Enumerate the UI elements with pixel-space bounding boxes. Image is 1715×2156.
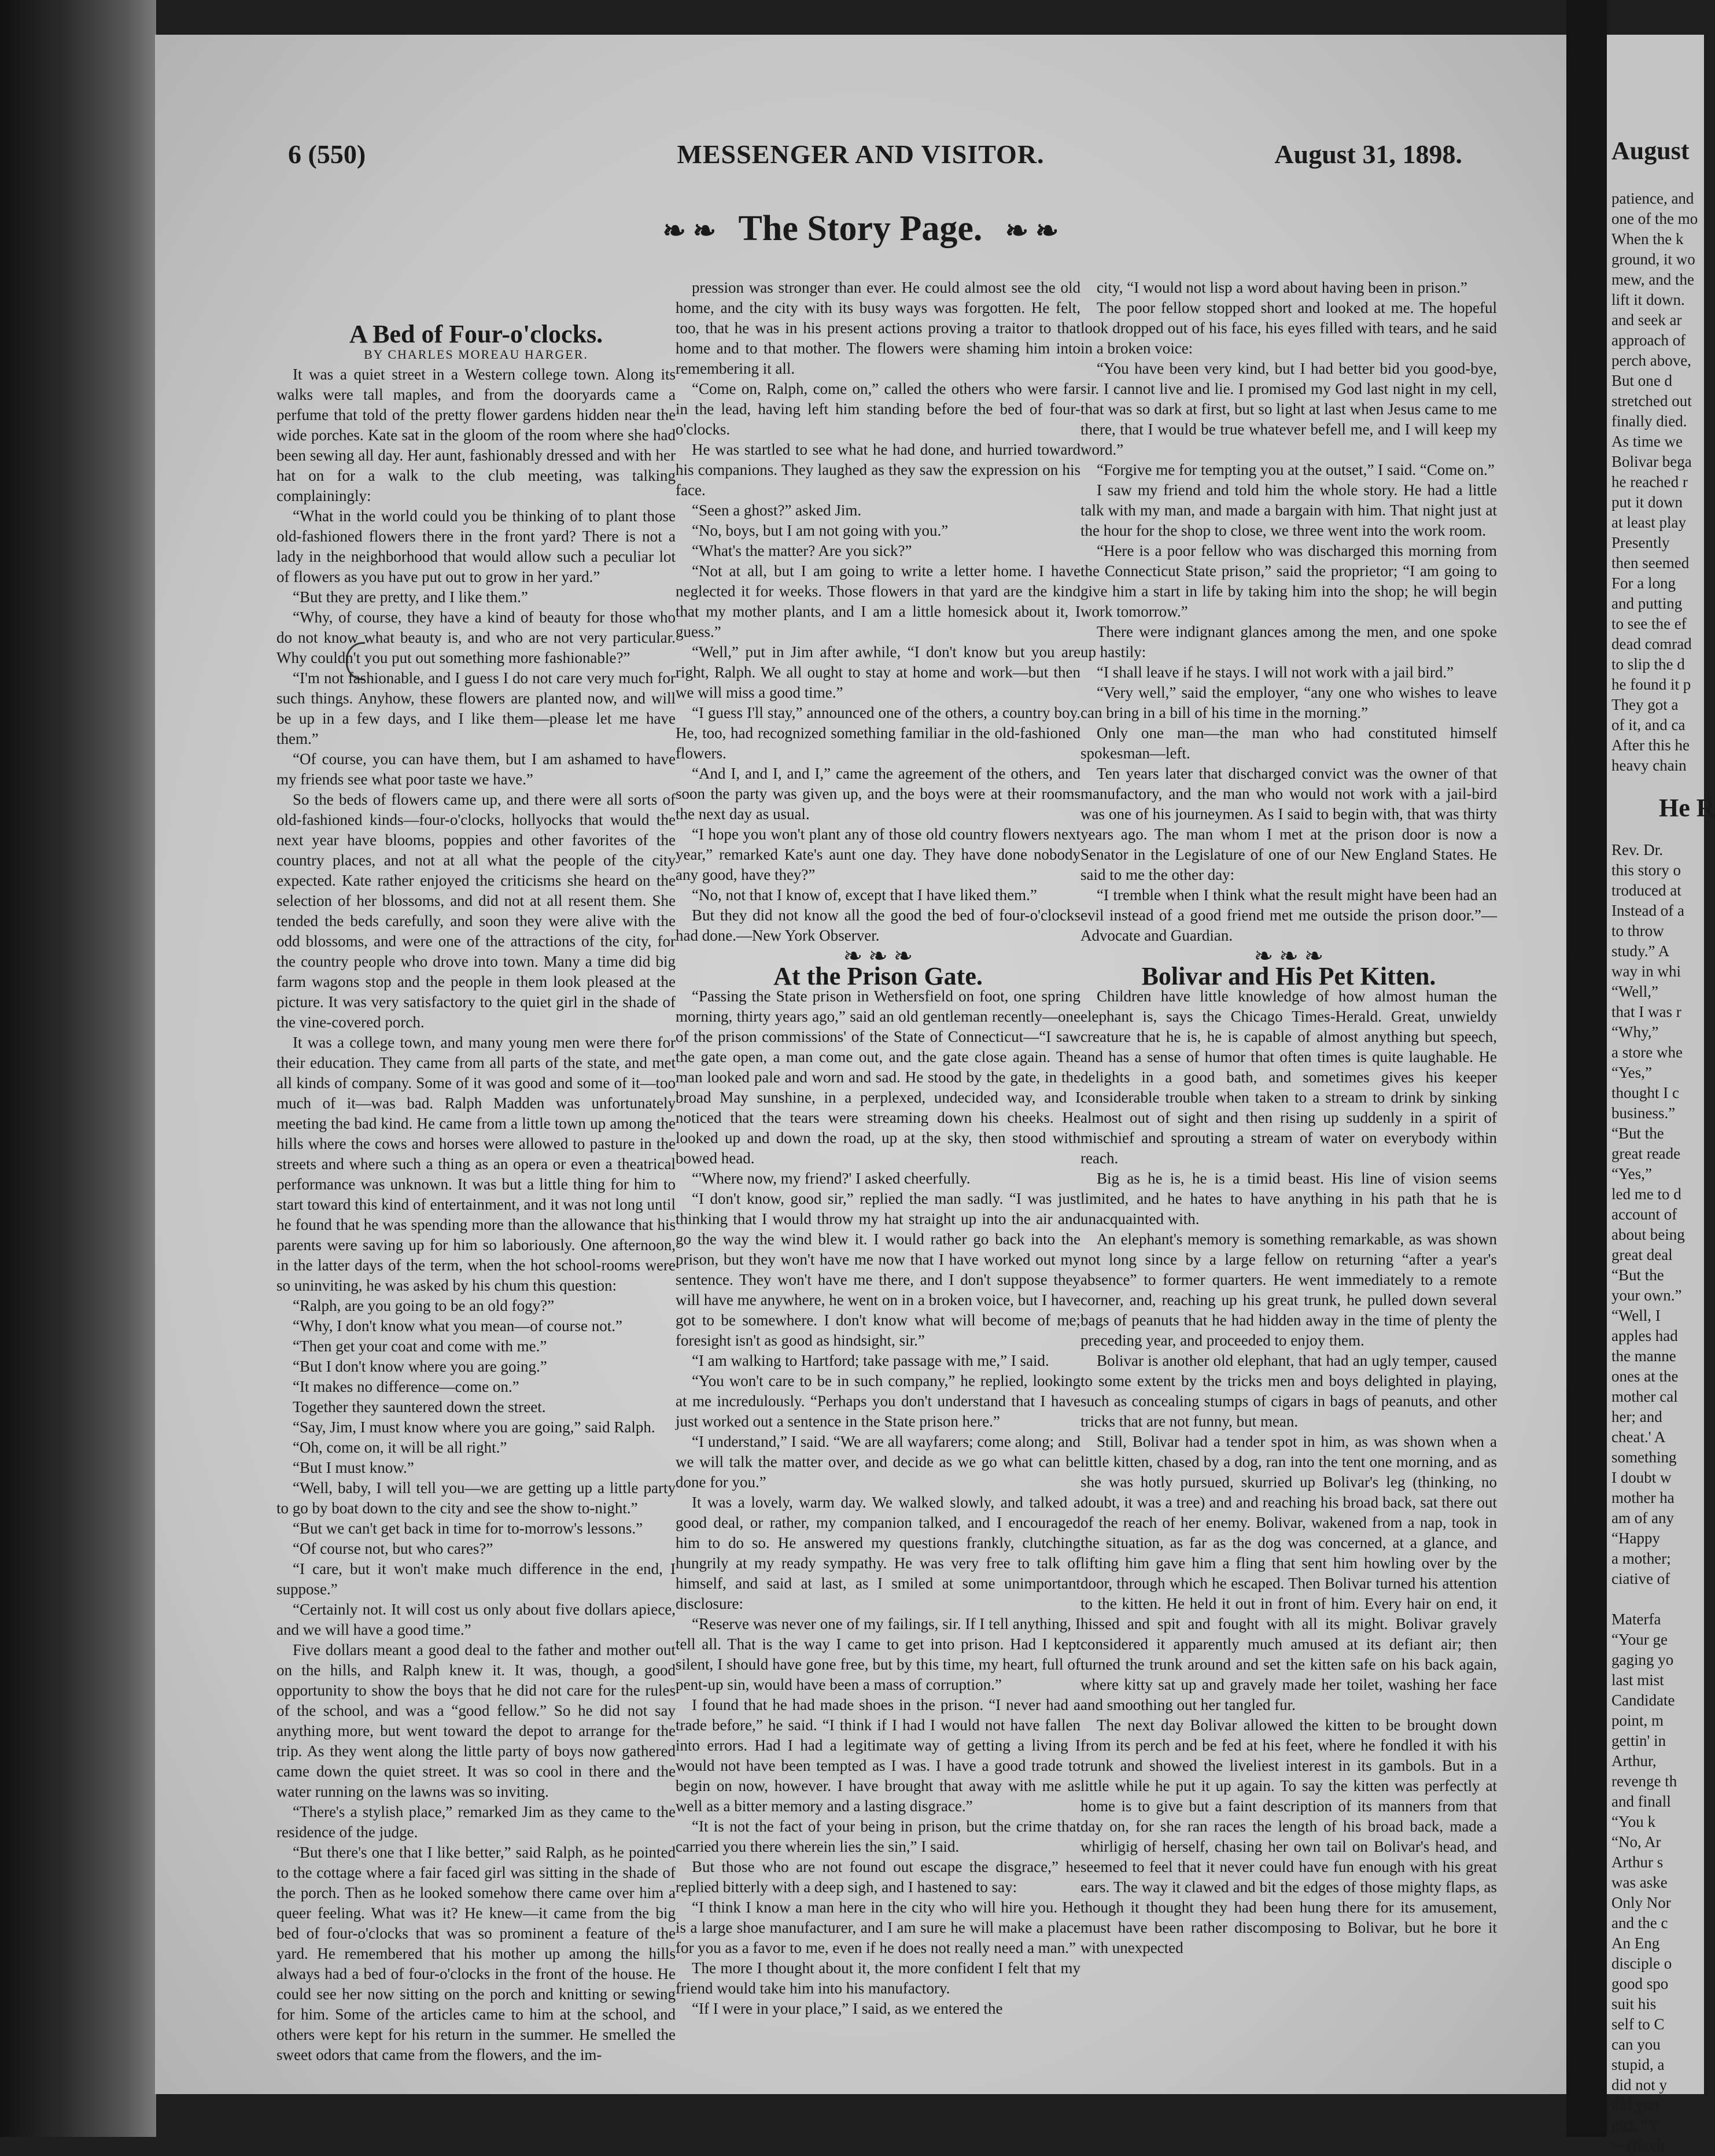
text-line: “No, Ar [1611,1833,1661,1851]
text-line: Arthur, [1611,1752,1657,1770]
text-line: apples had [1611,1327,1678,1344]
paragraph: “I hope you won't plant any of those old country flowers next year,” remarked Kate's aunt one day. They have done nobody any good, have they?” [676,825,1080,883]
paragraph: “Why, of course, they have a kind of beauty for those who do not know what beauty is, and who are not very particular. Why couldn't you put out something more fashionable?” [276,609,676,666]
ornament-divider-icon: ❧ ❧ ❧ [843,943,913,969]
text-line: “Yes,” [1611,1165,1653,1182]
paragraph: “And I, and I, and I,” came the agreement of the others, and soon the party was given up, and the boys were at their rooms the next day as usual. [676,765,1080,823]
text-line: and finall [1611,1793,1671,1810]
text-line: “Your ge [1611,1631,1668,1648]
text-line: heavy chain [1611,757,1687,774]
paragraph: “'Where now, my friend?' I asked cheerfully. [692,1170,971,1187]
article-title: Bolivar and His Pet Kitten. [1141,962,1436,990]
text-line: Arthur s [1611,1853,1664,1871]
text-line: great deal [1611,1246,1673,1263]
text-line: am of any [1611,1509,1674,1527]
column-1 [276,320,676,2065]
text-line: “You k [1611,1813,1656,1830]
text-line: troduced at [1611,882,1681,899]
paragraph: Together they sauntered down the street. [293,1398,546,1416]
text-line: stretched out [1611,392,1692,410]
text-line: They got a [1611,696,1679,713]
text-line: ground, it wo [1611,250,1695,268]
article-body [1080,986,1497,1958]
text-line: An Eng [1611,1934,1660,1952]
paragraph: city, “I would not lisp a word about having been in prison.” [1097,279,1467,296]
paragraph: “I care, but it won't make much difference in the end, I suppose.” [276,1560,676,1598]
paragraph: “Well,” put in Jim after awhile, “I don't know but you are right, Ralph. We all ought to stay at home and work—but then we will miss a good time.” [676,643,1080,701]
text-line: then seemed [1611,554,1690,572]
paragraph: “I tremble when I think what the result might have been had an evil instead of a good friend met me outside the prison door.”—Advocate and Guardian. [1080,886,1497,944]
text-line: mew, and the [1611,271,1694,288]
paragraph: Only one man—the man who had constituted himself spokesman—left. [1080,724,1497,762]
paragraph: “But there's one that I like better,” said Ralph, as he pointed to the cottage where a fair faced girl was sitting in the shade of the porch. Then as he looked somehow there came over him a queer feeling. What was it? He knew—it came from the big bed of four-o'clocks that was so prominent a feature of the yard. He remembered that his mother up among the hills always had a bed of four-o'clocks in the front of the house. He could see her now sitting on the porch and knitting or sewing for him. Some of the articles came to him at the school, and others were kept for his return in the summer. He smelled the sweet odors that came from the flowers, and the im- [276,1844,676,2063]
paragraph: “Passing the State prison in Wethersfield on foot, one spring morning, thirty years ago,” said an old gentleman recently—one of the prison commissions' of the State of Connecticut—“I saw the gate open, a man come out, and the gate close again. The man looked pale and worn and sad. He stood by the gate, in the broad May sunshine, in a perplexed, undecided way, and I noticed that the tears were streaming down his cheeks. He looked up and down the road, up at the sky, then stood with bowed head. [676,987,1080,1167]
text-line: study.” A [1611,942,1670,960]
text-line: he found it p [1611,676,1691,693]
paragraph: It was a quiet street in a Western college town. Along its walks were tall maples, and from the dooryards came a perfume that told of the pretty flower gardens hidden near the wide porches. Kate sat in the gloom of the room where she had been sewing all day. Her aunt, fashionably dressed and with her hat on for a walk to the club meeting, was talking complainingly: [276,366,676,504]
text-line: “Yes,” [1611,1064,1653,1081]
paragraph: “Why, I don't know what you mean—of course not.” [293,1317,622,1335]
text-line: ciative of [1611,1570,1670,1587]
section-title [155,208,1566,249]
text-line: self to C [1611,2015,1665,2033]
paragraph: “Not at all, but I am going to write a letter home. I have neglected it for weeks. Those flowers in that yard are the kind that my mother plants, and I am a little homesick about it, I guess.” [676,562,1080,640]
text-line: “Well, I [1611,1307,1661,1324]
left-ornament-icon: ❧ ❧ [662,216,717,246]
text-line: For a long [1611,574,1676,592]
text-line: he reached r [1611,473,1688,491]
paragraph: “Of course not, but who cares?” [293,1540,493,1557]
paragraph: “Forgive me for tempting you at the outset,” I said. “Come on.” [1097,461,1495,478]
text-line [1607,1589,1704,1609]
facing-page-header: August [1611,137,1690,165]
right-ornament-icon: ❧ ❧ [1005,216,1059,246]
text-line: can you [1611,2036,1661,2053]
text-line: gettin' in [1611,1732,1666,1749]
column-2 [676,278,1080,2019]
paragraph: “Ralph, are you going to be an old fogy?” [293,1297,555,1314]
text-line: “Happy [1611,1530,1660,1547]
text-line: mother cal [1611,1388,1678,1405]
facing-page-text [1607,189,1704,776]
text-line: put it down [1611,493,1683,511]
section-title-text: The Story Page. [738,209,983,248]
article-title: At the Prison Gate. [773,962,983,990]
text-line: ones at the [1611,1368,1679,1385]
paragraph: “I think I know a man here in the city who will hire you. He is a large shoe manufacturer, and I am sure he will make a place for you as a favor to me, even if he does not really need a man.” [676,1899,1080,1956]
text-line: was aske [1611,1874,1668,1891]
text-line: a store whe [1611,1044,1683,1061]
paragraph: “I'm not fashionable, and I guess I do not care very much for such things. Anyhow, these flowers are planted now, and will be up in a few days, and I like them—please let me have them.” [276,669,676,747]
paragraph: Children have little knowledge of how almost human the elephant is, says the Chicago Times-Herald. Great, unwieldy creature that he is, he is capable of almost anything but speech, and has a sense of humor that often times is quite laughable. He delights in a good bath, and sometimes gives his keeper considerable trouble when taken to a stream to drink by sinking almost out of sight and then rising up suddenly in a spirit of mischief and sprouting a stream of water on everybody within reach. [1080,987,1497,1167]
issue-date: August 31, 1898. [1274,139,1462,169]
text-line: great reade [1611,1145,1681,1162]
paragraph: There were indignant glances among the men, and one spoke up hastily: [1080,623,1497,661]
text-line: Presently [1611,534,1670,551]
paragraph: “Seen a ghost?” asked Jim. [692,502,862,519]
paragraph: “What's the matter? Are you sick?” [692,542,912,559]
book-binding [0,0,156,2137]
paragraph: “It is not the fact of your being in prison, but the crime that carried you there wherein lies the sin,” I said. [676,1818,1080,1855]
text-line: way in whi [1611,963,1681,980]
paragraph: The more I thought about it, the more confident I felt that my friend would take him into his manufactory. [676,1959,1080,1997]
text-line: I doubt w [1611,1469,1672,1486]
text-line: “But the [1611,1266,1664,1284]
text-line: good spo [1611,1975,1669,1992]
article-body [276,364,676,2065]
text-line: and putting [1611,595,1683,612]
newspaper-page [155,35,1566,2094]
paragraph: Ten years later that discharged convict was the owner of that manufactory, and the man who would not work with a jail-bird was one of his journeymen. As I said to begin with, that was thirty years ago. The man whom I met at the prison door is now a Senator in the Legislature of one of our New England States. He said to me the other day: [1080,765,1497,883]
paragraph: “If I were in your place,” I said, as we entered the [692,2000,1003,2017]
text-line: “Well,” [1611,983,1659,1000]
text-line: patience, and [1611,190,1694,207]
text-line: After this he [1611,736,1690,754]
paragraph: “I guess I'll stay,” announced one of the others, a country boy. He, too, had recognized something familiar in the old-fashioned flowers. [676,704,1080,762]
text-line: to throw [1611,922,1664,939]
paragraph: “Oh, come on, it will be all right.” [293,1439,507,1456]
paragraph: “But they are pretty, and I like them.” [293,588,528,606]
article-body-continued [676,278,1080,946]
paragraph: “It makes no difference—come on.” [293,1378,519,1395]
page-header [155,139,1566,185]
paragraph: But they did not know all the good the bed of four-o'clocks had done.—New York Observer. [676,906,1080,944]
text-line: to see the ef [1611,615,1687,632]
paragraph: “You won't care to be in such company,” he replied, looking at me incredulously. “Perhaps you don't understand that I have just worked out a sentence in the State prison here.” [676,1372,1080,1430]
paragraph: “But I don't know where you are going.” [293,1358,547,1375]
paragraph: “No, boys, but I am not going with you.” [692,522,949,539]
text-line: finally died. [1611,412,1687,430]
text-line: of it, and ca [1611,716,1686,734]
text-line: point, m [1611,1712,1664,1729]
text-line: and seek ar [1611,311,1682,329]
text-line: to slip the d [1611,655,1685,673]
paragraph: “Say, Jim, I must know where you are going,” said Ralph. [293,1418,655,1436]
paragraph: “I am walking to Hartford; take passage with me,” I said. [692,1352,1049,1369]
paragraph: But those who are not found out escape the disgrace,” he replied bitterly with a deep sigh, and I hastened to say: [676,1858,1080,1896]
paragraph: It was a college town, and many young men were there for their education. They came from all parts of the state, and met all kinds of company. Some of it was good and some of it—too much of it—was bad. Ralph Madden was unfortunately meeting the bad kind. He came from a little town up among the hills where the cows and horses were allowed to pasture in the streets and where such a thing as an opera or even a theatrical performance was unknown. It was but a little thing for him to start toward this kind of entertainment, and it was not long until he found that he was spending more than the allowance that his parents were saving up for him so laboriously. One afternoon, in the latter days of the term, when the hot school-rooms were so uninviting, he was asked by his chum this question: [276,1034,676,1294]
text-line: perch above, [1611,352,1691,369]
paragraph: “Reserve was never one of my failings, sir. If I tell anything, I tell all. That is the way I came to get into prison. Had I kept silent, I should have gone free, but by this time, my heart, full of pent-up sin, would have been a mass of corruption.” [676,1615,1080,1693]
text-line: mother ha [1611,1489,1675,1506]
paragraph: “Here is a poor fellow who was discharged this morning from the Connecticut State prison,” said the proprietor; “I am going to give him a start in life by taking him into the shop; he will begin work tomorrow.” [1080,542,1497,620]
text-line: did you [1611,2096,1659,2114]
paragraph: “No, not that I know of, except that I have liked them.” [692,886,1037,904]
text-line: that I was r [1611,1003,1681,1020]
text-line: stupid, a [1611,2056,1665,2073]
text-line: Candidate [1611,1691,1675,1709]
text-line: girl. “Y [1611,2117,1659,2134]
paragraph: “Then get your coat and come with me.” [293,1337,547,1355]
text-line: one of the mo [1611,210,1698,227]
text-line: thought I c [1611,1084,1679,1101]
text-line: did not y [1611,2076,1668,2094]
text-line: your own.” [1611,1287,1682,1304]
paragraph: I found that he had made shoes in the prison. “I never had a trade before,” he said. “I think if I had I would not have fallen into errors. Had I had a legitimate way of getting a living I would not have been tempted as I was. I have a good trade to begin on now, however. I have brought that away with me as well as a bitter memory and a lasting disgrace.” [676,1696,1080,1815]
ornament-divider-icon: ❧ ❧ ❧ [1253,943,1324,969]
paragraph: An elephant's memory is something remarkable, as was shown not long since by a large fellow on returning “after a year's absence” to former quarters. He went immediately to a remote corner, and, reaching up his great trunk, he pulled down several bags of peanuts that he had hidden away in the time of plenty the preceding year, and proceeded to enjoy them. [1080,1230,1497,1349]
paragraph: “What in the world could you be thinking of to plant those old-fashioned flowers there in the front yard? There is not a lady in the neighborhood that would allow such a peculiar lot of flowers as you have put out to grow in her yard.” [276,507,676,585]
facing-page-edge [1607,35,1715,2154]
article-byline: BY CHARLES MOREAU HARGER. [364,347,588,362]
text-line: As time we [1611,433,1683,450]
text-line: account of [1611,1206,1677,1223]
text-line: When the k [1611,230,1684,248]
facing-page-text [1607,840,1704,2156]
text-line: cheat.' A [1611,1428,1666,1446]
text-line: Materfa [1611,1610,1661,1628]
page-gutter [1566,0,1607,2137]
article-body-continued [1080,278,1497,946]
text-line: suit his [1611,1995,1657,2013]
text-line: at least play [1611,514,1686,531]
paragraph: “Well, baby, I will tell you—we are getting up a little party to go by boat down to the city and see the show to-night.” [276,1479,676,1517]
paragraph: I saw my friend and told him the whole story. He had a little talk with my man, and made a bargain with him. That night just at the hour for the shop to close, we three went into the work room. [1080,481,1497,539]
text-line: business.” [1611,1104,1676,1122]
text-line: “Why,” [1611,1023,1659,1041]
paragraph: Big as he is, he is a timid beast. His line of vision seems limited, and he hates to have anything in his path that he is unacquainted with. [1080,1170,1497,1228]
text-line: disciple o [1611,1955,1672,1972]
facing-page-heading: He R [1659,794,1715,822]
paragraph: “Certainly not. It will cost us only about five dollars apiece, and we will have a good time.” [276,1601,676,1638]
text-line: her; and [1611,1408,1662,1425]
publication-title: MESSENGER AND VISITOR. [677,139,1045,169]
paragraph: The poor fellow stopped short and looked at me. The hopeful look dropped out of his face, his eyes filled with tears, and he said in a broken voice: [1080,299,1497,357]
text-line: about being [1611,1226,1685,1243]
text-line: a mother; [1611,1550,1671,1567]
paragraph: pression was stronger than ever. He could almost see the old home, and the city with its busy ways was forgotten. He felt, too, that he was in his present actions proving a traitor to that home and to that mother. The flowers were shaming him into remembering it all. [676,279,1080,377]
paragraph: “I don't know, good sir,” replied the man sadly. “I was just thinking that I would throw my hat straight up into the air and go the way the wind blew it. I would rather go back into the prison, but they won't have me now that I have worked out my sentence. They won't have me there, and I don't suppose they will have me anywhere, he went on in a broken voice, but I have got to be somewhere. I don't know what will become of me; foresight isn't as good as hindsight, sir.” [676,1190,1080,1349]
paragraph: “Of course, you can have them, but I am ashamed to have my friends see what poor taste we have.” [276,750,676,788]
paragraph: Five dollars meant a good deal to the father and mother out on the hills, and Ralph knew it. It was, though, a good opportunity to show the boys that he did not care for the rules of the school, and was a “good fellow.” So he did not say anything more, but went toward the depot to arrange for the trip. As they went along the little party of boys now gathered came down the quiet street. It was so cool in there and the water running on the lawns was so inviting. [276,1641,676,1800]
text-line: this story o [1611,861,1681,879]
paragraph: “I understand,” I said. “We are all wayfarers; come along; and we will talk the matter over, and decide as we go what can be done for you.” [676,1433,1080,1491]
paragraph: Still, Bolivar had a tender spot in him, as was shown when a little kitten, chased by a dog, ran into the tent one morning, and as she was hotly pursued, skurried up Bolivar's leg (thinking, no doubt, it was a tree) and and reaching his broad back, sat there out of the reach of her enemy. Bolivar, wakened from a nap, took in the situation, as far as the dog was concerned, at a glance, and lifting him gave him a fling that sent him howling over by the door, through which he escaped. Then Bolivar turned his attention to the kitten. He held it out in front of him. Every hair on end, it hissed and spit and fought with all its might. Bolivar gravely considered it apparently much amused at its defiant air; then turned the trunk around and set the kitten safe on his back again, where kitty sat up and gravely made her toilet, washing her face and smoothing out her tangled fur. [1080,1433,1497,1713]
paragraph: “But I must know.” [293,1459,414,1476]
text-line: lift it down. [1611,291,1685,308]
paragraph: “There's a stylish place,” remarked Jim as they came to the residence of the judge. [276,1803,676,1841]
text-line: “But the [1611,1125,1664,1142]
text-line: led me to d [1611,1185,1681,1203]
text-line: Rev. Dr. [1611,841,1663,858]
paragraph: “But we can't get back in time for to-morrow's lessons.” [293,1520,643,1537]
paragraph: It was a lovely, warm day. We walked slowly, and talked a good deal, or rather, my companion talked, and I encouraged him to do so. He answered my questions frankly, clutching hungrily at my ready sympathy. He was very free to talk of himself, and said at last, as I smiled at some unimportant disclosure: [676,1494,1080,1612]
text-line: revenge th [1611,1772,1677,1790]
article-body [676,986,1080,2019]
text-line: the manne [1611,1347,1676,1365]
paragraph: “Come on, Ralph, come on,” called the others who were far in the lead, having left him standing before the bed of four-o'clocks. [676,380,1080,438]
paragraph: Bolivar is another old elephant, that had an ugly temper, caused to some extent by the tricks men and boys delighted in playing, such as concealing stumps of cigars in bags of peanuts, and other tricks that are not funny, but mean. [1080,1352,1497,1430]
text-line: Only Nor [1611,1894,1671,1911]
text-line: dead comrad [1611,635,1692,653]
text-line: Instead of a [1611,902,1684,919]
text-line: Bolivar bega [1611,453,1692,470]
text-line: —(Exch [1611,2137,1665,2154]
paragraph: He was startled to see what he had done, and hurried toward his companions. They laughed as they saw the expression on his face. [676,441,1080,499]
paragraph: “You have been very kind, but I had better bid you good-bye, sir. I cannot live and lie. I promised my God last night in my cell, that was so dark at first, but so light at last when Jesus came to me there, that I would be true whatever befell me, and I will keep my word.” [1080,360,1497,458]
text-line: gaging yo [1611,1651,1674,1668]
page-number: 6 (550) [288,139,366,169]
text-line: But one d [1611,372,1672,389]
paragraph: “Very well,” said the employer, “any one who wishes to leave can bring in a bill of his time in the morning.” [1080,684,1497,721]
paragraph: The next day Bolivar allowed the kitten to be brought down from its perch and be fed at his feet, where he fondled it with his trunk and showed the liveliest interest in its gambols. But in a little while he put it up again. To say the kitten was perfectly at home is to give but a faint description of its manners from that day on, for she ran races the length of his broad back, made a whirligig of herself, chasing her own tail on Bolivar's head, and seemed to feel that it never could have fun enough with his great ears. The way it clawed and bit the edges of those mighty flaps, as though it thought they had been hung there for its amusement, must have been rather discomposing to Bolivar, but he bore it with unexpected [1080,1716,1497,1956]
text-line: approach of [1611,331,1686,349]
text-line: last mist [1611,1671,1664,1689]
paragraph: So the beds of flowers came up, and there were all sorts of old-fashioned kinds—four-o'clocks, hollyocks that would the next year have blooms, poppies and other favorites of the country places, and not at all what the people of the city expected. Kate rather enjoyed the criticisms she heard on the selection of her blossoms, and did not at all resent them. She tended the beds carefully, and soon they were alive with the odd blossoms, and were one of the attractions of the city, for the country people who drove into town. Many a time did big farm wagons stop and the people in them look pleased at the picture. It was very satisfactory to the quiet girl in the shade of the vine-covered porch. [276,791,676,1031]
column-3 [1080,278,1497,1958]
text-line: and the c [1611,1914,1668,1932]
text-line: something [1611,1449,1677,1466]
article-title: A Bed of Four-o'clocks. [349,320,603,348]
paragraph: “I shall leave if he stays. I will not work with a jail bird.” [1097,664,1454,681]
